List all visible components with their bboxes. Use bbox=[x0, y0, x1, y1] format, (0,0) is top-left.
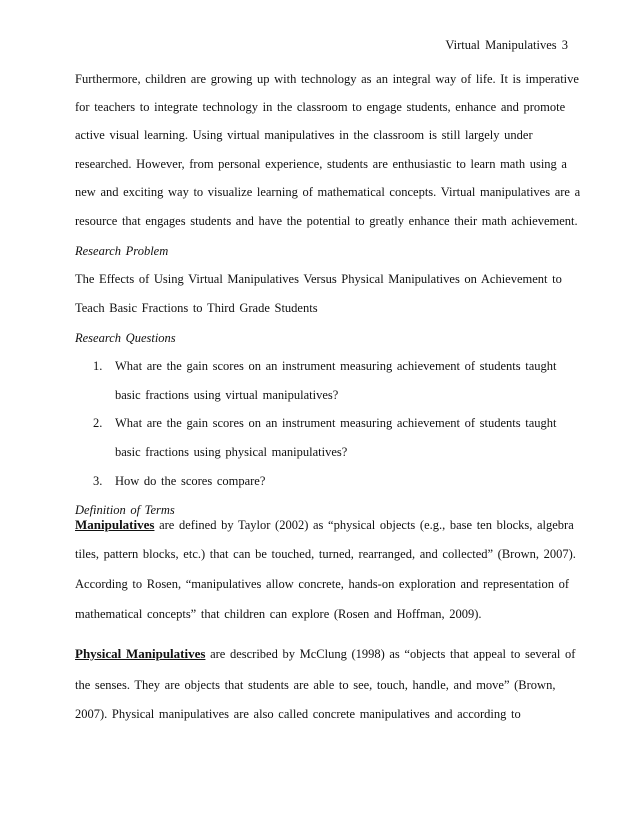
question-line: basic fractions using physical manipulatives? bbox=[115, 445, 348, 459]
research-problem-line: Teach Basic Fractions to Third Grade Students bbox=[75, 301, 318, 315]
question-line: What are the gain scores on an instrument measuring achievement of students taught bbox=[115, 416, 557, 430]
term-physical-manipulatives: Physical Manipulatives bbox=[75, 646, 206, 661]
paragraph-line: for teachers to integrate technology in the classroom to engage students, enhance and promote bbox=[75, 100, 566, 114]
definition-line: According to Rosen, “manipulatives allow concrete, hands-on exploration and representation of bbox=[75, 577, 570, 591]
paragraph-line: researched. However, from personal experience, students are enthusiastic to learn math using a bbox=[75, 157, 567, 171]
question-line: basic fractions using virtual manipulatives? bbox=[115, 388, 339, 402]
definition-line: 2007). Physical manipulatives are also called concrete manipulatives and according to bbox=[75, 707, 521, 721]
research-questions-heading: Research Questions bbox=[75, 331, 176, 345]
definition-line: the senses. They are objects that students are able to see, touch, handle, and move” (Brown, bbox=[75, 678, 556, 692]
paragraph-line: Furthermore, children are growing up with technology as an integral way of life. It is imperative bbox=[75, 72, 579, 86]
term-manipulatives: Manipulatives bbox=[75, 517, 155, 532]
question-number: 1. bbox=[93, 359, 103, 373]
paragraph-line: new and exciting way to visualize learning of mathematical concepts. Virtual manipulatives are a bbox=[75, 185, 581, 199]
research-problem-heading: Research Problem bbox=[75, 244, 169, 258]
definition-text: are defined by Taylor (2002) as “physical objects (e.g., base ten blocks, algebra bbox=[154, 518, 574, 532]
definitions-heading: Definition of Terms bbox=[75, 503, 175, 517]
definition-manipulatives bbox=[75, 517, 574, 533]
question-number: 3. bbox=[93, 474, 103, 488]
question-number: 2. bbox=[93, 416, 103, 430]
question-line: How do the scores compare? bbox=[115, 474, 266, 488]
paragraph-line: resource that engages students and have the potential to greatly enhance their math achievement. bbox=[75, 214, 578, 228]
definition-line: mathematical concepts” that children can explore (Rosen and Hoffman, 2009). bbox=[75, 607, 482, 621]
definition-line: tiles, pattern blocks, etc.) that can be touched, turned, rearranged, and collected” (Brown, 2007). bbox=[75, 547, 576, 561]
research-problem-line: The Effects of Using Virtual Manipulatives Versus Physical Manipulatives on Achievement to bbox=[75, 272, 562, 286]
paragraph-line: active visual learning. Using virtual manipulatives in the classroom is still largely under bbox=[75, 128, 533, 142]
question-line: What are the gain scores on an instrument measuring achievement of students taught bbox=[115, 359, 557, 373]
definition-physical bbox=[75, 646, 575, 662]
definition-text: are described by McClung (1998) as “objects that appeal to several of bbox=[205, 647, 576, 661]
running-head: Virtual Manipulatives 3 bbox=[445, 38, 568, 52]
